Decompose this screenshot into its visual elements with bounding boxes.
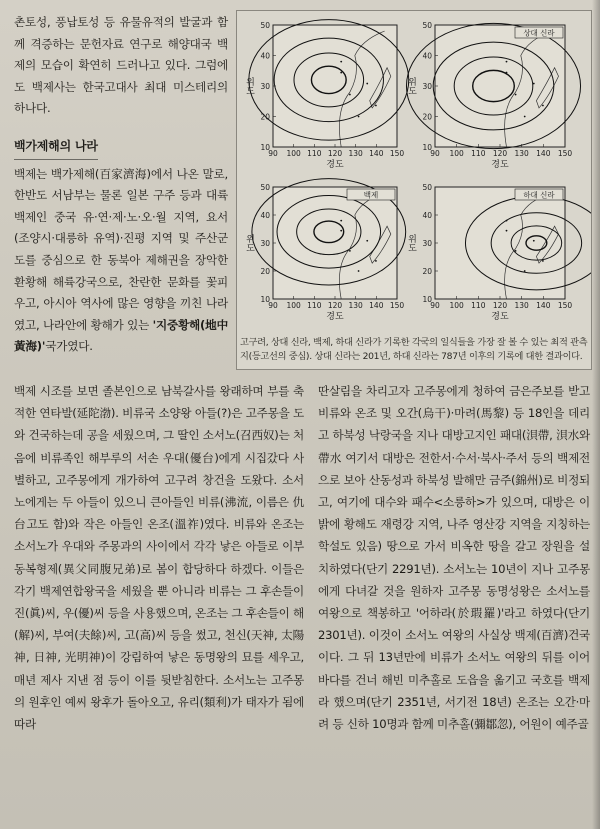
y-tick-label: 20 <box>260 112 270 122</box>
observation-dot <box>375 105 377 107</box>
x-axis-label: 경도 <box>491 312 509 322</box>
x-tick-label: 90 <box>430 301 440 310</box>
observation-dot <box>515 94 517 96</box>
x-axis-label: 경도 <box>326 312 344 322</box>
y-axis-label: 위도 <box>244 77 254 95</box>
panel-frame <box>435 187 565 299</box>
x-tick-label: 140 <box>369 149 384 158</box>
x-tick-label: 130 <box>514 301 529 310</box>
x-tick-label: 100 <box>286 301 301 310</box>
map-panel-3 <box>244 179 406 322</box>
observation-dot <box>349 250 351 252</box>
y-tick-label: 20 <box>260 267 270 276</box>
x-tick-label: 150 <box>557 301 573 310</box>
x-tick-label: 150 <box>557 149 573 158</box>
observation-dot <box>533 83 535 85</box>
panel-tag: 상대 신라 <box>523 28 555 38</box>
intro-paragraph: 촌토성, 풍납토성 등 유물유적의 발굴과 함께 격증하는 문헌자료 연구로 해양대국 백제의 모습이 확연히 드러나고 있다. 그럼에도 백제사는 한국고대사 최대 미스테리의 하나다. <box>14 15 228 116</box>
y-tick-label: 10 <box>260 143 270 152</box>
y-axis-label: 위도 <box>406 77 416 95</box>
x-tick-label: 100 <box>286 149 301 158</box>
observation-dot <box>340 220 342 222</box>
panel-frame <box>273 25 397 147</box>
x-tick-label: 120 <box>492 149 508 158</box>
observation-dot <box>340 72 342 74</box>
y-tick-label: 20 <box>422 267 432 276</box>
y-tick-label: 20 <box>422 112 432 122</box>
x-tick-label: 140 <box>369 301 384 310</box>
x-tick-label: 110 <box>307 301 322 310</box>
x-tick-label: 110 <box>471 301 486 310</box>
map-panel-4 <box>406 183 591 322</box>
observation-dot <box>515 250 517 252</box>
y-tick-label: 30 <box>260 239 270 248</box>
observation-dot <box>533 240 535 242</box>
observation-dot <box>524 270 526 272</box>
x-tick-label: 130 <box>514 149 529 158</box>
section-tail: 국가였다. <box>45 339 93 354</box>
lower-left-paragraph: 백제 시조를 보면 졸본인으로 남북갈사를 왕래하며 부를 축적한 연타발(延陀渤). 비류국 소양왕 아들(?)은 고주몽을 도와 건국하는데 공을 세웠으며, 그 딸인 소서노(召西奴)는 처음에 비류족인 해부루의 서손 우대(優台)에게 시집갔다 사별하고, 고주몽에게 개가하여 고구려 창건을 도왔다. 소서노에게는 두 아들이 있으니 큰아들인 비류(沸流, 이름은 仇台고도 함)와 작은 아들인 온조(溫祚)였다. 비류와 온조는 소서노가 우대와 주몽과의 사이에서 각각 낳은 아들로 이부동복형제(異父同腹兄弟)로 봄이 합당하다 하겠다. 이들은 각기 백제연합왕국을 세웠을 뿐 아니라 비류는 그 후손들이 진(眞)씨, 우(優)씨 등을 사용했으며, 온조는 그 후손들이 해(解)씨, 부여(夫餘)씨, 고(高)씨 등을 썼고, 천신(天神, 太陽神, 日神, 光明神)이 강림하여 낳은 동명왕의 묘를 세우고, 매년 제사 지낸 점 등이 이를 뒷받침한다. 소서노는 고주몽의 원후인 예씨 왕후가 돌아오고, 유리(類利)가 태자가 됨에 따라 <box>14 384 304 732</box>
y-tick-label: 10 <box>260 295 270 304</box>
observation-dot <box>340 230 342 232</box>
x-tick-label: 90 <box>430 149 440 158</box>
eclipse-maps-svg <box>237 11 591 341</box>
x-tick-label: 150 <box>389 301 405 310</box>
y-tick-label: 50 <box>260 183 270 192</box>
y-tick-label: 10 <box>422 295 432 304</box>
observation-dot <box>524 116 526 118</box>
lower-left-column <box>14 380 304 735</box>
x-tick-label: 130 <box>348 301 363 310</box>
observation-dot <box>506 61 508 63</box>
x-tick-label: 110 <box>307 149 322 158</box>
x-tick-label: 130 <box>348 149 363 158</box>
y-tick-label: 40 <box>260 211 270 220</box>
x-tick-label: 140 <box>536 301 551 310</box>
panel-tag: 백제 <box>363 190 379 200</box>
y-tick-label: 40 <box>260 51 270 61</box>
panel-tag: 하대 신라 <box>523 190 555 200</box>
observation-dot <box>375 260 377 262</box>
y-tick-label: 30 <box>422 82 432 91</box>
y-tick-label: 40 <box>422 211 432 220</box>
y-axis-label: 위도 <box>244 234 254 252</box>
section-heading: 백가제해의 나라 <box>14 136 98 160</box>
y-axis-label: 위도 <box>406 234 416 252</box>
x-tick-label: 120 <box>327 301 343 310</box>
x-tick-label: 100 <box>449 301 464 310</box>
observation-dot <box>358 270 360 272</box>
section-text: 백제는 백가제해(百家濟海)에서 나온 말로, 한반도 서남부는 물론 일본 구주 등과 대륙백제인 중국 유·연·제·노·오·월 지역, 요서(조양시·대릉하 유역)·진평 지역 및 주산군도를 중심으로 한 동북아 제해권을 장악한 환황해 해륙강국으로, 찬란한 문화를 꽃피우고, 아시아 역사에 많은 영향을 끼친 나라였고, 나라안에 황해가 있는 <box>14 166 228 332</box>
x-axis-label: 경도 <box>491 160 509 170</box>
observation-dot <box>506 230 508 232</box>
map-panel-2 <box>406 21 581 170</box>
section-emphasis: '지중황해(地中黃海)' <box>14 317 228 354</box>
x-tick-label: 120 <box>327 149 343 158</box>
page-edge-shadow <box>592 0 600 829</box>
observation-dot <box>542 260 544 262</box>
x-tick-label: 120 <box>492 301 508 310</box>
y-tick-label: 30 <box>422 239 432 248</box>
x-tick-label: 150 <box>389 149 405 158</box>
x-tick-label: 100 <box>449 149 464 158</box>
observation-dot <box>349 94 351 96</box>
lower-right-paragraph: 딴살림을 차리고자 고주몽에게 청하여 금은주보를 받고 비류와 온조 및 오간(烏干)·마려(馬黎) 등 18인을 데리고 하북성 낙랑국을 지나 대방고지인 패대(浿帶, 浿水와 帶水 여기서 대방은 전한서·수서·북사·주서 등의 백제전으로 보아 산동성과 하북성 발해만 금주(錦州)로 비정되고, 여기에 대수와 패수<소릉하>가 있으며, 대방은 이밝에 황해도 재령강 지역, 나주 영산강 지역을 지칭하는 학설도 있음) 땅으로 가서 비옥한 땅을 갈고 장원을 설치하였다(단기 2291년). 소서노는 10년이 지나 고주몽에게 다녀갈 것을 원하자 고주몽 동명성왕은 소서노를 여왕으로 책봉하고 '어하라(於瑕羅)'라고 하였다(단기 2301년). 이것이 소서노 여왕의 사실상 백제(百濟)건국이다. 그 뒤 13년만에 비류가 소서노 여왕의 뒤를 이어 바다를 건너 해빈 미추홀로 도읍을 옮기고 국호를 백제라 했으며(단기 2351년, 서기전 18년) 온조는 오간·마려 등 신하 10명과 함께 미추홀(彌鄒忽), 어원이 예주골 <box>318 384 590 732</box>
y-tick-label: 30 <box>260 82 270 91</box>
observation-dot <box>366 83 368 85</box>
observation-dot <box>358 116 360 118</box>
x-axis-label: 경도 <box>326 160 344 170</box>
observation-dot <box>506 220 508 222</box>
y-tick-label: 50 <box>422 183 432 192</box>
observation-dot <box>506 72 508 74</box>
lower-right-column <box>318 380 590 735</box>
y-tick-label: 40 <box>422 51 432 61</box>
section-paragraph <box>14 164 228 358</box>
x-tick-label: 90 <box>268 149 278 158</box>
eclipse-map-figure <box>236 10 592 370</box>
x-tick-label: 90 <box>268 301 278 310</box>
x-tick-label: 110 <box>471 149 486 158</box>
map-panel-1 <box>244 20 409 170</box>
observation-dot <box>542 105 544 107</box>
observation-dot <box>366 240 368 242</box>
y-tick-label: 50 <box>422 21 432 30</box>
figure-caption: 고구려, 상대 신라, 백제, 하대 신라가 기록한 각국의 일식들을 가장 잘 볼 수 있는 최적 관측지(등고선의 중심). 상대 신라는 201년, 하대 신라는 787년 이후의 기록에 대한 결과이다. <box>240 337 588 362</box>
y-tick-label: 10 <box>422 143 432 152</box>
left-column <box>14 12 228 358</box>
observation-dot <box>340 61 342 63</box>
x-tick-label: 140 <box>536 149 551 158</box>
y-tick-label: 50 <box>260 21 270 30</box>
